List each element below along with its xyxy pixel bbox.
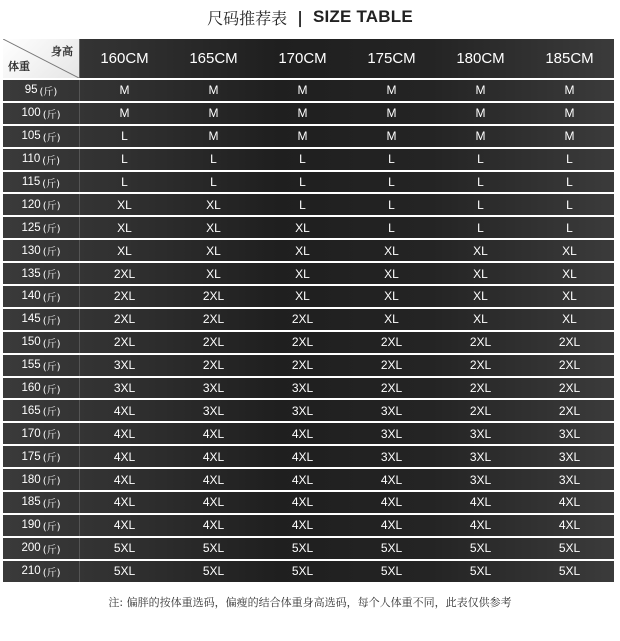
weight-cell [3, 286, 80, 307]
weight-unit: (斤) [42, 430, 61, 442]
size-cell: 2XL [113, 312, 136, 327]
size-cell: 5XL [469, 541, 492, 556]
size-cell: 4XL [113, 426, 136, 441]
weight-unit: (斤) [42, 155, 61, 167]
weight-value: 105 [21, 130, 41, 143]
size-cell: 4XL [202, 472, 225, 487]
weight-cell [3, 400, 80, 421]
weight-cell [3, 492, 80, 513]
weight-value: 175 [21, 450, 41, 463]
weight-value: 125 [21, 221, 41, 234]
size-cell: L [121, 129, 128, 144]
weight-value: 190 [21, 519, 41, 532]
size-cell: L [210, 175, 217, 189]
size-cell: 5XL [113, 541, 136, 556]
size-cell: 4XL [469, 518, 492, 533]
weight-cell [3, 80, 80, 101]
size-cell: 5XL [469, 564, 492, 579]
weight-unit: (斤) [42, 361, 61, 373]
weight-unit: (斤) [42, 453, 61, 465]
size-cell: 3XL [380, 403, 403, 418]
table-row [3, 194, 614, 217]
weight-cell [3, 469, 80, 490]
size-cell: 4XL [558, 495, 581, 510]
size-cell: XL [473, 266, 488, 281]
size-cell: 4XL [469, 495, 492, 510]
title-en: SIZE TABLE [312, 7, 413, 26]
size-cell: XL [295, 243, 310, 258]
weight-value: 100 [21, 107, 41, 120]
size-cell: 4XL [202, 518, 225, 533]
size-cell: 3XL [558, 472, 581, 487]
size-cell: 2XL [380, 335, 403, 350]
size-cell: 2XL [202, 358, 225, 373]
size-cell: XL [206, 266, 221, 281]
size-cell: 4XL [291, 426, 314, 441]
size-cell: M [564, 106, 575, 121]
table-body [3, 80, 614, 582]
weight-unit: (斤) [42, 109, 61, 121]
size-cell: M [386, 129, 397, 144]
size-cell: 3XL [202, 381, 225, 396]
size-cell: XL [562, 289, 577, 304]
weight-value: 145 [21, 313, 41, 326]
weight-cell [3, 332, 80, 353]
size-cell: M [208, 106, 219, 121]
size-cell: M [475, 129, 486, 144]
size-cell: 2XL [202, 312, 225, 327]
size-cell: XL [384, 243, 399, 258]
size-cell: 2XL [202, 289, 225, 304]
size-cell: M [475, 83, 486, 98]
size-cell: XL [117, 243, 132, 258]
size-cell: 2XL [469, 403, 492, 418]
size-cell: XL [562, 312, 577, 327]
size-cell: XL [562, 266, 577, 281]
table-row [3, 172, 614, 195]
size-cell: 2XL [380, 381, 403, 396]
size-cell: 4XL [380, 472, 403, 487]
weight-value: 200 [21, 542, 41, 555]
weight-unit: (斤) [42, 476, 61, 488]
table-row [3, 423, 614, 446]
weight-cell [3, 515, 80, 536]
size-cell: XL [473, 243, 488, 258]
size-cell: L [299, 152, 306, 167]
size-cell: 2XL [380, 358, 403, 373]
size-cell: M [297, 129, 308, 144]
size-cell: 3XL [113, 381, 136, 396]
table-row [3, 538, 614, 561]
size-cell: 2XL [558, 403, 581, 418]
size-cell: XL [206, 243, 221, 258]
table-row [3, 355, 614, 378]
weight-unit: (斤) [42, 132, 61, 144]
size-cell: L [566, 152, 573, 167]
size-cell: XL [384, 312, 399, 327]
size-cell: M [386, 106, 397, 121]
size-cell: 5XL [558, 541, 581, 556]
height-axis-label: 身高 [51, 45, 73, 58]
weight-value: 160 [21, 382, 41, 395]
size-table [3, 39, 614, 582]
size-cell: 3XL [469, 472, 492, 487]
table-row [3, 400, 614, 423]
size-cell: 5XL [291, 564, 314, 579]
size-cell: L [388, 220, 395, 235]
weight-cell [3, 126, 80, 147]
weight-unit: (斤) [39, 86, 58, 98]
size-cell: XL [117, 220, 132, 235]
size-cell: 3XL [113, 358, 136, 373]
size-cell: 2XL [558, 381, 581, 396]
table-row [3, 80, 614, 103]
weight-value: 135 [21, 267, 41, 280]
size-cell: 3XL [469, 449, 492, 464]
weight-value: 165 [21, 404, 41, 417]
size-cell: L [121, 152, 128, 167]
size-cell: M [208, 83, 219, 98]
title-separator: | [297, 7, 303, 27]
weight-cell [3, 423, 80, 444]
size-cell: 5XL [202, 564, 225, 579]
table-row [3, 446, 614, 469]
weight-unit: (斤) [42, 567, 61, 579]
table-row [3, 561, 614, 582]
size-cell: 3XL [380, 449, 403, 464]
size-cell: M [386, 83, 397, 98]
table-header [3, 39, 614, 80]
size-cell: L [299, 175, 306, 189]
size-cell: M [297, 83, 308, 98]
size-cell: XL [384, 266, 399, 281]
weight-cell [3, 194, 80, 215]
size-cell: M [297, 106, 308, 121]
size-cell: 2XL [113, 335, 136, 350]
weight-value: 95 [24, 84, 38, 97]
weight-value: 210 [21, 565, 41, 578]
size-cell: 5XL [113, 564, 136, 579]
size-cell: L [210, 152, 217, 167]
table-row [3, 286, 614, 309]
size-cell: L [477, 197, 484, 212]
table-row [3, 149, 614, 172]
weight-cell [3, 561, 80, 582]
size-cell: 3XL [291, 403, 314, 418]
size-cell: 2XL [291, 312, 314, 327]
size-cell: XL [117, 197, 132, 212]
weight-cell [3, 172, 80, 193]
weight-unit: (斤) [42, 498, 61, 510]
corner-cell [3, 39, 80, 78]
size-cell: L [566, 220, 573, 235]
size-cell: 2XL [113, 266, 136, 281]
size-cell: 3XL [291, 381, 314, 396]
table-row [3, 332, 614, 355]
weight-cell [3, 446, 80, 467]
size-cell: 5XL [558, 564, 581, 579]
size-cell: 3XL [202, 403, 225, 418]
size-cell: L [299, 197, 306, 212]
size-cell: 4XL [291, 472, 314, 487]
table-row [3, 240, 614, 263]
size-cell: XL [384, 289, 399, 304]
size-cell: 4XL [291, 449, 314, 464]
size-cell: 2XL [469, 335, 492, 350]
size-cell: 2XL [558, 335, 581, 350]
size-cell: L [477, 175, 484, 189]
weight-value: 110 [21, 153, 41, 166]
size-cell: 5XL [291, 541, 314, 556]
size-cell: 2XL [291, 335, 314, 350]
weight-value: 150 [21, 336, 41, 349]
size-cell: 4XL [202, 449, 225, 464]
size-cell: M [564, 83, 575, 98]
size-cell: 2XL [113, 289, 136, 304]
weight-cell [3, 263, 80, 284]
height-header: 160CM [100, 50, 149, 67]
size-cell: XL [473, 312, 488, 327]
weight-cell [3, 538, 80, 559]
size-cell: 4XL [202, 495, 225, 510]
size-cell: 2XL [469, 381, 492, 396]
height-header: 180CM [456, 50, 505, 67]
size-cell: L [388, 197, 395, 212]
size-cell: XL [562, 243, 577, 258]
table-row [3, 103, 614, 126]
size-cell: 2XL [558, 358, 581, 373]
weight-cell [3, 240, 80, 261]
weight-axis-label: 体重 [8, 60, 30, 73]
size-cell: 3XL [380, 426, 403, 441]
size-cell: M [208, 129, 219, 144]
weight-unit: (斤) [42, 521, 61, 533]
size-cell: L [566, 197, 573, 212]
size-cell: 4XL [202, 426, 225, 441]
height-header: 165CM [189, 50, 238, 67]
size-cell: L [477, 220, 484, 235]
size-cell: 4XL [291, 518, 314, 533]
size-cell: XL [295, 266, 310, 281]
size-cell: XL [295, 289, 310, 304]
weight-value: 115 [21, 176, 41, 188]
page-title [0, 4, 620, 30]
table-row [3, 217, 614, 240]
table-row [3, 126, 614, 149]
weight-value: 130 [21, 244, 41, 257]
size-cell: L [477, 152, 484, 167]
weight-unit: (斤) [42, 247, 61, 259]
weight-value: 185 [21, 496, 41, 509]
size-cell: 4XL [380, 495, 403, 510]
size-cell: 4XL [558, 518, 581, 533]
weight-unit: (斤) [42, 178, 61, 190]
weight-unit: (斤) [42, 315, 61, 327]
size-cell: L [388, 175, 395, 189]
size-cell: 2XL [202, 335, 225, 350]
weight-value: 140 [21, 290, 41, 303]
size-cell: XL [206, 220, 221, 235]
weight-cell [3, 149, 80, 170]
height-header: 175CM [367, 50, 416, 67]
weight-unit: (斤) [42, 201, 61, 213]
size-cell: L [566, 175, 573, 189]
size-cell: 4XL [113, 518, 136, 533]
height-header: 185CM [545, 50, 594, 67]
size-cell: XL [206, 197, 221, 212]
weight-unit: (斤) [42, 544, 61, 556]
table-row [3, 492, 614, 515]
table-row [3, 515, 614, 538]
size-cell: 3XL [558, 449, 581, 464]
size-cell: 5XL [380, 541, 403, 556]
weight-unit: (斤) [42, 384, 61, 396]
size-cell: M [564, 129, 575, 144]
weight-cell [3, 309, 80, 330]
size-cell: XL [295, 220, 310, 235]
weight-unit: (斤) [42, 224, 61, 236]
size-cell: 3XL [558, 426, 581, 441]
weight-cell [3, 378, 80, 399]
size-cell: 4XL [113, 495, 136, 510]
size-cell: XL [473, 289, 488, 304]
weight-cell [3, 103, 80, 124]
height-header: 170CM [278, 50, 327, 67]
size-cell: 4XL [113, 472, 136, 487]
table-row [3, 469, 614, 492]
size-cell: 4XL [113, 449, 136, 464]
size-cell: 2XL [469, 358, 492, 373]
title-cn: 尺码推荐表 [207, 8, 288, 28]
size-cell: 4XL [113, 403, 136, 418]
weight-value: 120 [21, 198, 41, 211]
size-cell: 5XL [380, 564, 403, 579]
footnote: 注: 偏胖的按体重选码，偏瘦的结合体重身高选码，每个人体重不同，此表仅供参考 [108, 596, 512, 609]
size-cell: L [388, 152, 395, 167]
size-cell: M [119, 83, 130, 98]
size-cell: 5XL [202, 541, 225, 556]
table-row [3, 309, 614, 332]
size-cell: M [475, 106, 486, 121]
size-cell: 2XL [291, 358, 314, 373]
weight-unit: (斤) [42, 407, 61, 419]
table-row [3, 263, 614, 286]
weight-value: 180 [21, 473, 41, 486]
weight-unit: (斤) [42, 338, 61, 350]
size-cell: 3XL [469, 426, 492, 441]
size-cell: 4XL [380, 518, 403, 533]
size-cell: 4XL [291, 495, 314, 510]
size-cell: L [121, 175, 128, 189]
size-cell: M [119, 106, 130, 121]
weight-value: 170 [21, 427, 41, 440]
weight-value: 155 [21, 359, 41, 372]
table-row [3, 378, 614, 401]
weight-cell [3, 217, 80, 238]
weight-unit: (斤) [42, 270, 61, 282]
weight-unit: (斤) [42, 292, 61, 304]
weight-cell [3, 355, 80, 376]
